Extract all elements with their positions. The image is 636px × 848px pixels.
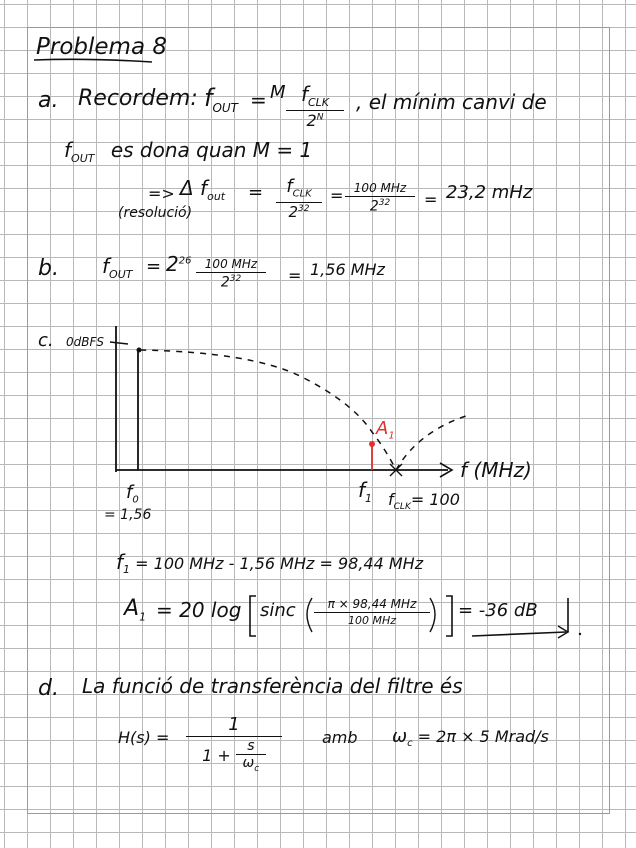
- fclk-label: $f_{CLK}= 100$: [388, 490, 460, 513]
- part-a-text-after: , el mínim canvi de: [356, 90, 547, 114]
- amb-word: amb: [322, 728, 358, 747]
- part-b-eq: =: [146, 256, 162, 277]
- f0-value: = 1,56: [104, 507, 152, 523]
- part-a-delta-fout: Δ $f_{out}$: [180, 176, 226, 203]
- part-a-intro: Recordem:: [78, 86, 198, 111]
- a1-equation-lhs: $A_1$: [124, 596, 147, 624]
- sinc-fraction: π × 98,44 MHz 100 MHz: [314, 598, 430, 626]
- part-b-result: 1,56 MHz: [310, 260, 385, 279]
- f1-label: $f_1$: [358, 478, 373, 505]
- part-b-letter: b.: [38, 256, 59, 281]
- part-a-fraction: $f_{CLK}$ $2^N$: [286, 84, 344, 129]
- part-a-note: (resolució): [118, 205, 193, 221]
- part-a-letter: a.: [38, 88, 59, 113]
- part-c-y-label: 0dBFS: [66, 335, 105, 349]
- part-b-power: $2^{26}$: [166, 252, 192, 276]
- part-a-eq2: =: [330, 186, 344, 205]
- part-a-line2: $f_{OUT}$ es dona quan M = 1: [64, 138, 313, 165]
- part-c-letter: c.: [38, 330, 54, 351]
- a1-result: = -36 dB: [458, 600, 538, 621]
- transfer-function-lhs: H(s) =: [118, 728, 170, 747]
- part-a-equals: =: [250, 88, 267, 112]
- f1-equation: $f_1 = 100$ MHz - 1,56 MHz = 98,44 MHz: [116, 550, 424, 577]
- part-a-eq3: =: [424, 190, 438, 209]
- wc-definition: $\omega_c = 2\pi \times 5$ Mrad/s: [392, 726, 549, 750]
- part-b-fout: $f_{OUT}$: [102, 254, 133, 281]
- part-a-result: 23,2 mHz: [446, 182, 533, 203]
- a1-label: $A_1$: [376, 418, 395, 442]
- a1-equation-log: = 20 log: [156, 598, 242, 622]
- part-d-letter: d.: [38, 676, 59, 701]
- part-a-arrow: =>: [148, 184, 175, 203]
- transfer-function-fraction: 1 1 + $\frac{s}{\omega_c}$: [186, 716, 282, 774]
- part-d-text: La funció de transferència del filtre és: [82, 674, 463, 698]
- f0-label: $f_0$: [126, 482, 139, 506]
- part-b-fraction: 100 MHz $2^{32}$: [196, 258, 266, 290]
- result-underline: [472, 632, 566, 636]
- part-b-eq2: =: [288, 266, 302, 285]
- part-a-fout: $f_{OUT}$: [204, 84, 239, 115]
- x-axis-label: f (MHz): [460, 458, 532, 482]
- part-a-m: M: [270, 82, 286, 103]
- sinc-word: sinc: [260, 600, 296, 621]
- part-a-eq1: =: [248, 182, 264, 203]
- part-a-frac2: 100 MHz $2^{32}$: [345, 182, 415, 214]
- part-a-frac1: $f_{CLK}$ $2^{32}$: [276, 178, 322, 220]
- page-title: Problema 8: [36, 34, 167, 60]
